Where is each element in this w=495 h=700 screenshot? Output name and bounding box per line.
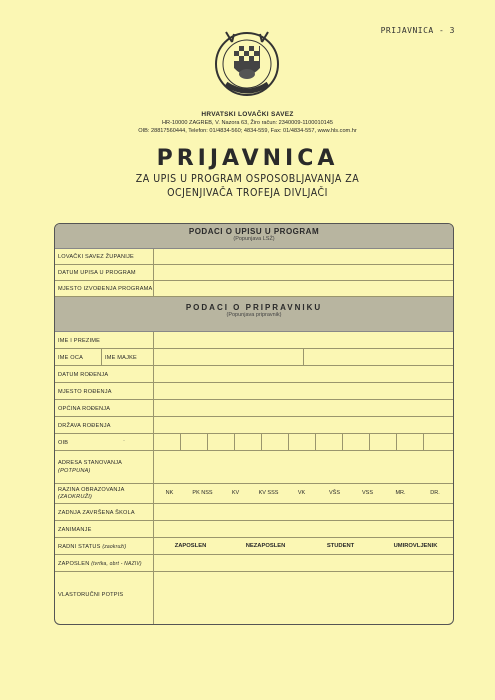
option-unemployed[interactable]: NEZAPOSLEN	[245, 542, 286, 549]
field-label-text: ZAPOSLEN	[58, 561, 90, 567]
field-label: DRŽAVA ROĐENJA	[58, 423, 111, 429]
field-label: ADRESA STANOVANJA	[58, 460, 123, 466]
option-retired[interactable]: UMIROVLJENIK	[393, 542, 438, 549]
field-label	[58, 561, 142, 567]
field-municipality-of-birth[interactable]	[55, 400, 453, 417]
field-full-name[interactable]	[55, 332, 453, 349]
field-label: MJESTO ROĐENJA	[58, 389, 112, 395]
section-trainee-title: PODACI O PRIPRAVNIKU	[185, 303, 323, 312]
option-education-kv-sss[interactable]: KV SSS	[258, 490, 279, 497]
field-education-level[interactable]	[55, 484, 453, 504]
field-label: RAZINA OBRAZOVANJA	[58, 487, 125, 493]
option-student[interactable]: STUDENT	[326, 542, 355, 549]
hls-emblem-logo	[212, 24, 282, 104]
org-name: HRVATSKI LOVAČKI SAVEZ	[201, 111, 294, 118]
field-oib[interactable]: OIB ·	[55, 434, 453, 451]
field-label: DATUM UPISA U PROGRAM	[58, 270, 136, 276]
field-label: LOVAČKI SAVEZ ŽUPANIJE	[58, 254, 134, 260]
field-country-of-birth[interactable]	[55, 417, 453, 434]
field-address[interactable]	[55, 451, 453, 484]
option-education-kv[interactable]: KV	[231, 490, 240, 497]
option-employed[interactable]: ZAPOSLEN	[174, 542, 207, 549]
field-label-text: RADNI STATUS	[58, 544, 101, 550]
field-note: (POTPUNA)	[58, 468, 91, 474]
application-form	[54, 223, 454, 625]
section-enrollment-header	[55, 224, 453, 249]
field-note: (ZAOKRUŽI)	[58, 494, 93, 500]
field-label: OPĆINA ROĐENJA	[58, 406, 111, 412]
field-work-status[interactable]	[55, 538, 453, 555]
option-education-vss-lower[interactable]: VŠS	[328, 490, 340, 497]
field-occupation[interactable]	[55, 521, 453, 538]
section-trainee-note: (Popunjava pripravnik)	[226, 312, 282, 318]
option-education-nk[interactable]: NK	[165, 490, 174, 497]
form-code: PRIJAVNICA - 3	[380, 26, 455, 35]
field-enrollment-date[interactable]	[55, 265, 453, 281]
field-signature[interactable]	[55, 572, 453, 624]
field-label: ZANIMANJE	[58, 527, 92, 533]
field-note: (tvrtka, obrt - NAZIV)	[91, 561, 142, 567]
field-label: OIB	[58, 440, 69, 446]
document-subtitle-1: ZA UPIS U PROGRAM OSPOSOBLJAVANJA ZA	[135, 173, 360, 185]
field-label	[58, 544, 126, 550]
section-enrollment-title: PODACI O UPISU U PROGRAM	[188, 227, 320, 236]
field-county-association[interactable]	[55, 249, 453, 265]
option-education-mr[interactable]: MR.	[395, 490, 406, 497]
option-education-pk-nss[interactable]: PK NSS	[192, 490, 213, 497]
org-contact: OIB: 28817560444, Telefon: 01/4834-560; 4834-559, Fax: 01/4834-557, www.hls.com.hr	[138, 128, 357, 134]
option-education-dr[interactable]: DR.	[430, 490, 440, 497]
field-label: DATUM ROĐENJA	[58, 372, 109, 378]
field-last-school[interactable]	[55, 504, 453, 521]
field-label: MJESTO IZVOĐENJA PROGRAMA	[58, 286, 153, 292]
field-employer[interactable]	[55, 555, 453, 572]
field-label: ZADNJA ZAVRŠENA ŠKOLA	[58, 510, 135, 516]
field-label-mother: IME MAJKE	[105, 355, 137, 361]
document-subtitle-2: OCJENJIVAČA TROFEJA DIVLJAČI	[167, 187, 328, 199]
option-education-vss[interactable]: VSS	[361, 490, 373, 497]
field-label: IME I PREZIME	[58, 338, 101, 344]
field-parents[interactable]	[55, 349, 453, 366]
document-title: PRIJAVNICA	[156, 146, 339, 171]
field-program-location[interactable]	[55, 281, 453, 297]
field-date-of-birth[interactable]	[55, 366, 453, 383]
org-address: HR-10000 ZAGREB, V. Nazora 63, Žiro račun: 2340009-1100010145	[161, 120, 334, 126]
field-label: VLASTORUČNI POTPIS	[58, 592, 124, 598]
section-trainee-header	[55, 297, 453, 332]
option-education-vk[interactable]: VK	[297, 490, 306, 497]
field-label-father: IME OCA	[58, 355, 84, 361]
field-note: (zaokruži)	[102, 544, 127, 550]
field-place-of-birth[interactable]	[55, 383, 453, 400]
section-enrollment-note: (Popunjava LSŽ)	[233, 236, 275, 242]
